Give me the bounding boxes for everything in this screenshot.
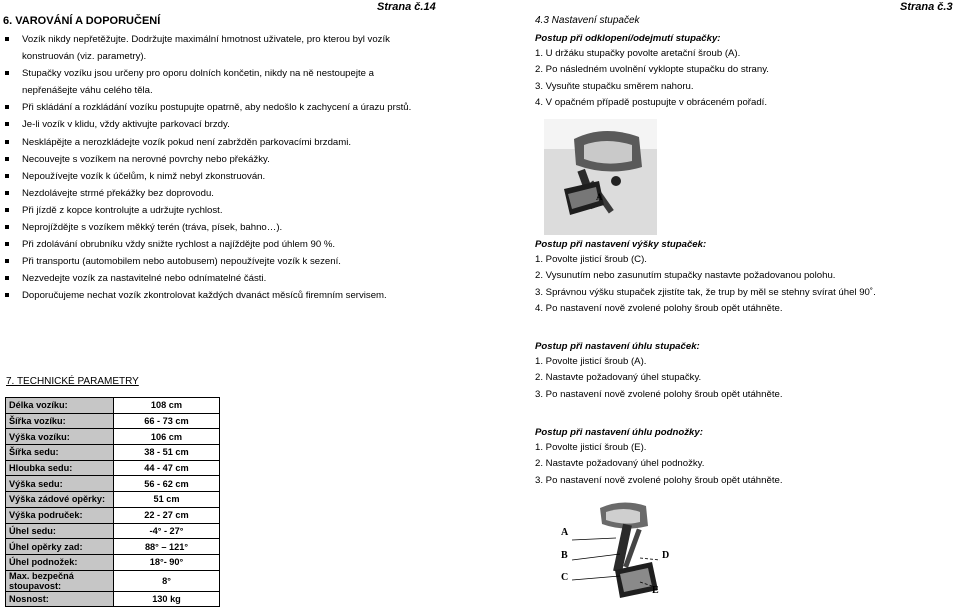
param-label: Délka vozíku: [6,398,114,414]
block-heading: Postup při nastavení výšky stupaček: [535,239,707,250]
photo-label-a: A [596,192,603,202]
param-label: Výška područek: [6,507,114,523]
warning-text: Nezdolávejte strmé překážky bez doprovodu. [22,187,214,199]
param-value: 8° [114,570,220,591]
warning-text: Je-li vozík v klidu, vždy aktivujte parkovací brzdy. [22,119,230,131]
list-item [3,270,424,287]
warning-text: Při zdolávání obrubníku vždy snižte rychlost a najíždějte pod úhlem 90 %. [22,239,336,251]
warning-text: Při transportu (automobilem nebo autobusem) nepoužívejte vozík k sezení. [22,256,341,268]
block-heading: Postup při nastavení úhlu podnožky: [535,427,703,438]
list-item [3,116,424,133]
step-text: 4. Po nastavení nově zvolené polohy šroub opět utáhněte. [535,303,783,315]
warning-text: Nezvedejte vozík za nastavitelné nebo odnímatelné části. [22,273,267,285]
right-page-number: Strana č.3 [900,1,953,13]
param-value: 51 cm [114,492,220,508]
table-row [6,591,220,607]
bullet-icon [5,71,9,75]
step-text: 3. Po nastavení nově zvolené polohy šroub opět utáhněte. [535,388,783,400]
param-value: -4° - 27° [114,523,220,539]
list-item [3,134,424,151]
param-label: Úhel podnožek: [6,554,114,570]
list-item [3,253,424,270]
table-row [6,413,220,429]
photo-label-d: D [662,550,670,561]
list-item [3,185,424,202]
list-item [3,219,424,236]
footrest-detach-illustration [544,119,657,235]
warning-text: Nepoužívejte vozík k účelům, k nimž nebyl zkonstruován. [22,170,266,182]
table-row [6,492,220,508]
param-value: 66 - 73 cm [114,413,220,429]
step-text: 3. Vysuňte stupačku směrem nahoru. [535,80,694,92]
bullet-icon [5,122,9,126]
warning-text: Neprojíždějte s vozíkem měkký terén (tráva, písek, bahno…). [22,222,283,234]
table-row [6,523,220,539]
table-row [6,429,220,445]
bullet-icon [5,225,9,229]
param-label: Nosnost: [6,591,114,607]
table-row [6,445,220,461]
block-plate-angle [535,427,945,489]
bullet-icon [5,157,9,161]
list-item [3,65,424,99]
list-item [3,31,424,65]
param-value: 106 cm [114,429,220,445]
list-item [3,236,424,253]
step-text: 1. Povolte jisticí šroub (E). [535,442,647,453]
param-label: Výška vozíku: [6,429,114,445]
table-row [6,460,220,476]
step-text: 2. Nastavte požadovaný úhel stupačky. [535,372,702,384]
param-label: Hloubka sedu: [6,460,114,476]
warning-text: Při jízdě z kopce kontrolujte a udržujte rychlost. [22,204,223,216]
param-value: 108 cm [114,398,220,414]
param-label: Výška zádové opěrky: [6,492,114,508]
block-footrest-angle [535,341,945,403]
param-label: Výška sedu: [6,476,114,492]
bullet-icon [5,208,9,212]
step-text: 2. Vysunutím nebo zasunutím stupačky nastavte požadovanou polohu. [535,270,836,282]
param-label: Šířka sedu: [6,445,114,461]
table-row [6,539,220,555]
warning-text: Nesklápějte a nerozkládejte vozík pokud není zabržděn parkovacími brzdami. [22,136,352,148]
list-item [3,168,424,185]
footrest-adjust-illustration [560,498,700,604]
param-value: 88° – 121° [114,539,220,555]
left-page-number: Strana č.14 [377,1,436,13]
param-value: 22 - 27 cm [114,507,220,523]
bullet-icon [5,259,9,263]
block-detach [535,33,945,112]
param-value: 44 - 47 cm [114,460,220,476]
step-text: 2. Nastavte požadovaný úhel podnožky. [535,458,705,470]
step-text: 4. V opačném případě postupujte v obráceném pořadí. [535,97,767,109]
step-text: 2. Po následném uvolnění vyklopte stupačku do strany. [535,64,769,76]
param-label: Max. bezpečná stoupavost: [6,570,114,591]
bullet-icon [5,174,9,178]
warning-text: Při skládání a rozkládání vozíku postupujte opatrně, aby nedošlo k zachycení a úrazu prstů. [22,102,412,114]
photo-label-c: C [561,572,569,583]
bullet-icon [5,293,9,297]
warning-text: Stupačky vozíku jsou určeny pro oporu dolních končetin, nikdy na ně nestoupejte a nepřenášejte váhu celého těla. [22,68,374,97]
list-item [3,287,424,304]
bullet-icon [5,105,9,109]
footrest-adjust-photo [560,498,700,604]
warnings-section-title: 6. VAROVÁNÍ A DOPORUČENÍ [3,15,161,27]
param-value: 56 - 62 cm [114,476,220,492]
param-label: Úhel sedu: [6,523,114,539]
list-item [3,99,424,116]
warning-text: Doporučujeme nechat vozík zkontrolovat každých dvanáct měsíců firemním servisem. [22,290,387,302]
table-row [6,570,220,591]
table-row [6,398,220,414]
photo-label-a: A [561,527,569,538]
param-label: Úhel opěrky zad: [6,539,114,555]
param-value: 38 - 51 cm [114,445,220,461]
table-row [6,476,220,492]
block-heading: Postup při nastavení úhlu stupaček: [535,341,700,352]
photo-label-e: E [652,585,659,596]
warning-text: Vozík nikdy nepřetěžujte. Dodržujte maximální hmotnost uživatele, pro kterou byl vozík konstruován (viz. parametry). [22,34,390,63]
table-row [6,507,220,523]
list-item [3,202,424,219]
param-label: Šířka vozíku: [6,413,114,429]
bullet-icon [5,276,9,280]
bullet-icon [5,140,9,144]
bullet-icon [5,191,9,195]
block-heading: Postup při odklopení/odejmutí stupačky: [535,33,721,44]
table-row [6,554,220,570]
list-item [3,151,424,168]
photo-label-b: B [561,550,568,561]
warnings-list [3,31,424,305]
warning-text: Necouvejte s vozíkem na nerovné povrchy nebo překážky. [22,153,270,165]
step-text: 3. Po nastavení nově zvolené polohy šroub opět utáhněte. [535,474,783,486]
step-text: 1. U držáku stupačky povolte aretační šroub (A). [535,48,741,59]
param-value: 130 kg [114,591,220,607]
footrest-detach-photo [544,119,657,235]
footrest-section-title: 4.3 Nastavení stupaček [535,15,640,26]
block-height [535,239,955,318]
step-text: 1. Povolte jisticí šroub (A). [535,356,647,367]
step-text: 3. Správnou výšku stupaček zjistíte tak, že trup by měl se stehny svírat úhel 90˚. [535,286,876,298]
step-text: 1. Povolte jisticí šroub (C). [535,254,647,265]
params-table [5,397,220,607]
bullet-icon [5,37,9,41]
param-value: 18°- 90° [114,554,220,570]
bullet-icon [5,242,9,246]
params-section-title: 7. TECHNICKÉ PARAMETRY [6,376,139,387]
